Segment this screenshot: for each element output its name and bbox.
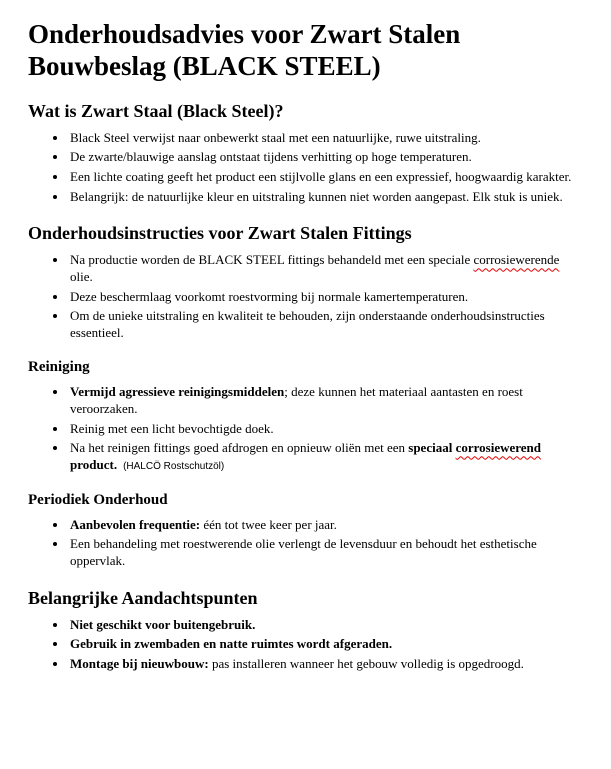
- bullet-text: ; deze kunnen het materiaal aantasten en roest veroorzaken.: [70, 384, 523, 417]
- section-heading-instructions: Onderhoudsinstructies voor Zwart Stalen Fittings: [28, 223, 412, 244]
- bullet-text-bold: product.: [70, 456, 118, 472]
- misspelled-word: corrosiewerend: [455, 440, 542, 456]
- bullet-list-what-is: [28, 130, 583, 206]
- section-heading-important: Belangrijke Aandachtspunten: [28, 587, 258, 608]
- bullet-item: [68, 517, 583, 534]
- bullet-list-instructions: [28, 252, 583, 341]
- bullet-item: [68, 421, 583, 438]
- bullet-text: Na het reinigen fittings goed afdrogen en opnieuw oliën met een: [70, 440, 409, 456]
- bullet-item: [68, 130, 583, 147]
- bullet-text-bold: Niet geschikt voor buitengebruik.: [70, 616, 256, 632]
- bullet-item: [68, 617, 583, 634]
- bullet-item: [68, 252, 583, 285]
- bullet-item: [68, 149, 583, 166]
- bullet-text-bold: Vermijd agressieve reinigingsmiddelen: [70, 384, 285, 400]
- bullet-text-bold: Gebruik in zwembaden en natte ruimtes wordt afgeraden.: [70, 636, 393, 652]
- section-heading-what-is: Wat is Zwart Staal (Black Steel)?: [28, 100, 284, 121]
- subheading-cleaning: Reiniging: [28, 359, 90, 376]
- document-title: Onderhoudsadvies voor Zwart Stalen Bouwbeslag (BLACK STEEL): [28, 19, 461, 82]
- bullet-text: één tot twee keer per jaar.: [200, 516, 337, 532]
- bullet-text: Om de unieke uitstraling en kwaliteit te behouden, zijn onderstaande onderhoudsinstructies essentieel.: [70, 308, 545, 340]
- product-note: (HALCÖ Rostschutzöl): [123, 460, 225, 472]
- bullet-text: Reinig met een licht bevochtigde doek.: [70, 420, 274, 436]
- bullet-item: [68, 536, 583, 569]
- bullet-text: Black Steel verwijst naar onbewerkt staal met een natuurlijke, ruwe uitstraling.: [70, 129, 481, 145]
- bullet-item: [68, 440, 583, 473]
- bullet-list-cleaning: [28, 384, 583, 473]
- bullet-text: Belangrijk: de natuurlijke kleur en uitstraling kunnen niet worden aangepast. Elk stuk is uniek.: [70, 188, 563, 204]
- bullet-text: Een lichte coating geeft het product een stijlvolle glans en een expressief, hoogwaardig karakter.: [70, 169, 572, 185]
- bullet-text-bold: speciaal: [408, 440, 456, 456]
- bullet-text: De zwarte/blauwige aanslag ontstaat tijdens verhitting op hoge temperaturen.: [70, 149, 472, 165]
- bullet-list-periodic: [28, 517, 583, 570]
- bullet-text-bold: Aanbevolen frequentie:: [70, 516, 201, 532]
- bullet-item: [68, 289, 583, 306]
- misspelled-word: corrosiewerende: [473, 252, 560, 268]
- bullet-item: [68, 308, 583, 341]
- bullet-item: [68, 636, 583, 653]
- bullet-text: Een behandeling met roestwerende olie verlengt de levensduur en behoudt het esthetische oppervlak.: [70, 536, 537, 568]
- bullet-text: Deze beschermlaag voorkomt roestvorming bij normale kamertemperaturen.: [70, 288, 469, 304]
- bullet-text-bold: Montage bij nieuwbouw:: [70, 655, 209, 671]
- subheading-periodic: Periodiek Onderhoud: [28, 491, 168, 508]
- bullet-item: [68, 656, 583, 673]
- bullet-item: [68, 384, 583, 417]
- bullet-list-important: [28, 617, 583, 673]
- bullet-item: [68, 169, 583, 186]
- bullet-item: [68, 189, 583, 206]
- bullet-text: pas installeren wanneer het gebouw volledig is opgedroogd.: [208, 655, 524, 671]
- bullet-text: olie.: [70, 268, 93, 284]
- bullet-text: Na productie worden de BLACK STEEL fittings behandeld met een speciale: [70, 252, 474, 268]
